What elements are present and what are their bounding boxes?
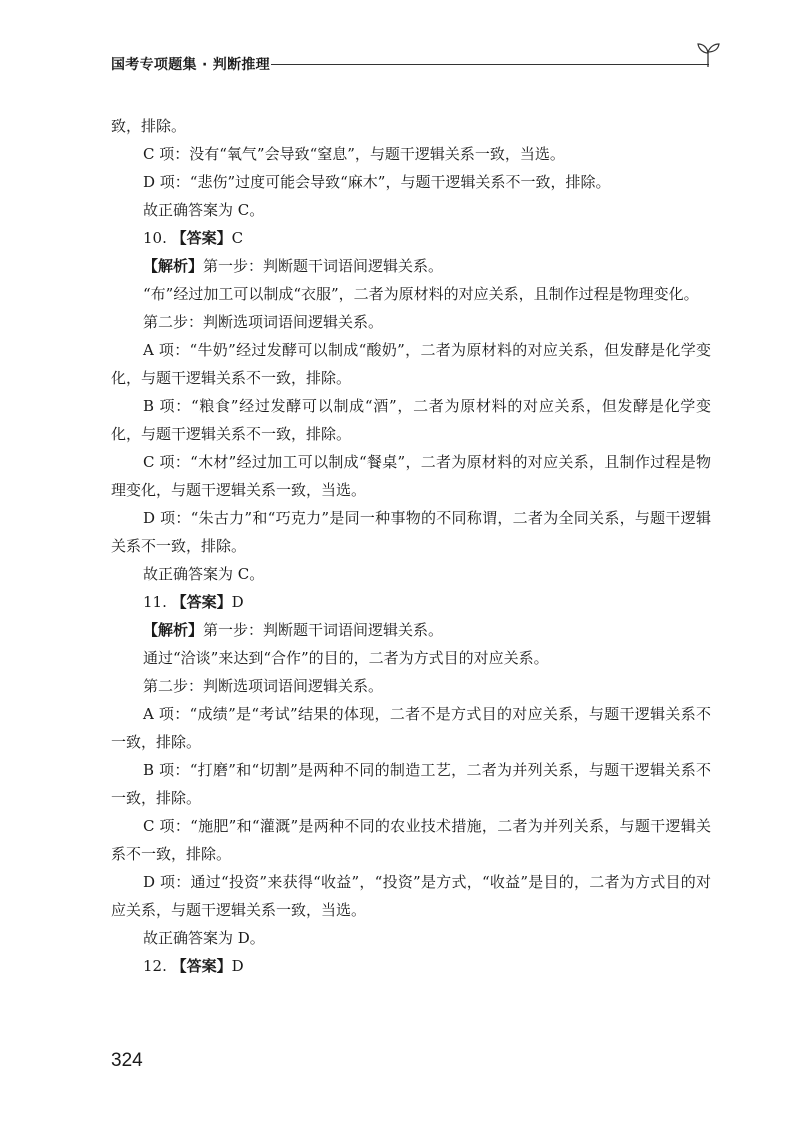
paragraph-text: D 项：通过“投资”来获得“收益”，“投资”是方式，“收益”是目的，二者为方式目的对应关系，与题干逻辑关系一致，当选。 [111, 873, 711, 919]
sprout-icon [695, 40, 721, 68]
paragraph [111, 308, 711, 336]
paragraph [111, 588, 711, 616]
paragraph-text: D [231, 593, 244, 611]
paragraph-text: D 项：“朱古力”和“巧克力”是同一种事物的不同称谓，二者为全同关系，与题干逻辑关系不一致，排除。 [111, 509, 711, 555]
paragraph [111, 336, 711, 392]
paragraph [111, 868, 711, 924]
paragraph-text: B 项：“打磨”和“切割”是两种不同的制造工艺，二者为并列关系，与题干逻辑关系不一致，排除。 [111, 761, 711, 807]
answer-tag: 【答案】 [171, 229, 232, 247]
paragraph [111, 252, 711, 280]
paragraph-text: “布”经过加工可以制成“衣服”，二者为原材料的对应关系，且制作过程是物理变化。 [143, 285, 699, 303]
paragraph-text: 第一步：判断题干词语间逻辑关系。 [203, 257, 444, 275]
paragraph [111, 196, 711, 224]
header-title: 国考专项题集 · 判断推理 [111, 57, 270, 73]
paragraph-text: 第一步：判断题干词语间逻辑关系。 [203, 621, 444, 639]
paragraph-text: 故正确答案为 C。 [143, 565, 265, 583]
paragraph-text: A 项：“牛奶”经过发酵可以制成“酸奶”，二者为原材料的对应关系，但发酵是化学变化，与题干逻辑关系不一致，排除。 [111, 341, 711, 387]
paragraph [111, 280, 711, 308]
paragraph-text: C [231, 229, 244, 247]
paragraph [111, 224, 711, 252]
paragraph [111, 112, 711, 140]
header-rule [271, 64, 709, 65]
paragraph-text: 第二步：判断选项词语间逻辑关系。 [143, 313, 384, 331]
paragraph [111, 812, 711, 868]
paragraph-text: C 项：“木材”经过加工可以制成“餐桌”，二者为原材料的对应关系，且制作过程是物理变化，与题干逻辑关系一致，当选。 [111, 453, 711, 499]
paragraph-text: 故正确答案为 D。 [143, 929, 265, 947]
paragraph [111, 700, 711, 756]
paragraph-text: D 项：“悲伤”过度可能会导致“麻木”，与题干逻辑关系不一致，排除。 [143, 173, 611, 191]
paragraph [111, 168, 711, 196]
paragraph-text: D [231, 957, 244, 975]
question-number: 11. [143, 593, 172, 611]
paragraph [111, 448, 711, 504]
paragraph-text: 致，排除。 [111, 117, 187, 135]
answer-tag: 【答案】 [171, 957, 232, 975]
paragraph [111, 756, 711, 812]
paragraph [111, 672, 711, 700]
question-number: 10. [143, 229, 172, 247]
question-number: 12. [143, 957, 172, 975]
paragraph [111, 616, 711, 644]
analysis-tag: 【解析】 [143, 621, 204, 639]
paragraph [111, 504, 711, 560]
paragraph [111, 392, 711, 448]
paragraph-text: B 项：“粮食”经过发酵可以制成“酒”，二者为原材料的对应关系，但发酵是化学变化，与题干逻辑关系不一致，排除。 [111, 397, 711, 443]
answer-tag: 【答案】 [171, 593, 232, 611]
paragraph [111, 140, 711, 168]
paragraph [111, 952, 711, 980]
analysis-tag: 【解析】 [143, 257, 204, 275]
paragraph-text: 第二步：判断选项词语间逻辑关系。 [143, 677, 384, 695]
paragraph-text: 故正确答案为 C。 [143, 201, 265, 219]
paragraph [111, 644, 711, 672]
paragraph [111, 924, 711, 952]
running-header [111, 52, 721, 76]
page-number: 324 [111, 1050, 143, 1071]
paragraph-text: A 项：“成绩”是“考试”结果的体现，二者不是方式目的对应关系，与题干逻辑关系不一致，排除。 [111, 705, 711, 751]
paragraph-text: C 项：没有“氧气”会导致“窒息”，与题干逻辑关系一致，当选。 [143, 145, 565, 163]
solution-body [111, 112, 711, 980]
paragraph-text: C 项：“施肥”和“灌溉”是两种不同的农业技术措施，二者为并列关系，与题干逻辑关系不一致，排除。 [111, 817, 711, 863]
paragraph [111, 560, 711, 588]
paragraph-text: 通过“洽谈”来达到“合作”的目的，二者为方式目的对应关系。 [143, 649, 549, 667]
